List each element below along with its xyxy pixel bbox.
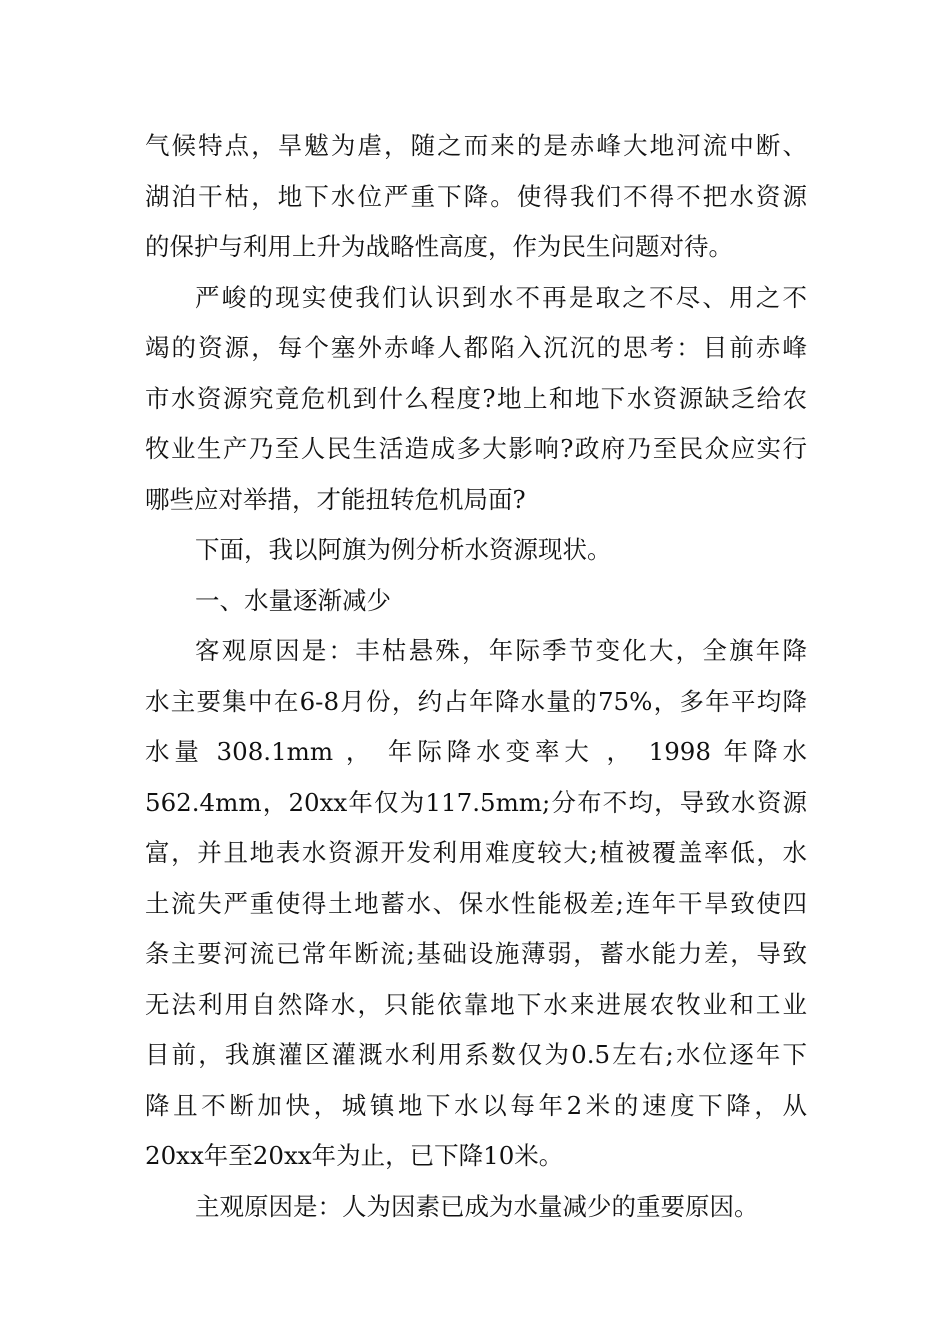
text-line: 竭的资源，每个塞外赤峰人都陷入沉沉的思考：目前赤峰 (145, 333, 807, 362)
text-line: 哪些应对举措，才能扭转危机局面? (145, 484, 526, 514)
text-line: 条主要河流已常年断流;基础设施薄弱，蓄水能力差，导致 (145, 939, 807, 968)
text-line: 562.4mm，20xx年仅为117.5mm;分布不均，导致水资源 (145, 787, 807, 817)
text-line: 降且不断加快，城镇地下水以每年2米的速度下降，从 (145, 1090, 807, 1120)
text-line: 市水资源究竟危机到什么程度?地上和地下水资源缺乏给农 (145, 383, 807, 413)
text-line: 气候特点，旱魃为虐，随之而来的是赤峰大地河流中断、 (145, 131, 807, 160)
text-line: 20xx年至20xx年为止，已下降10米。 (145, 1141, 564, 1170)
text-line: 下面，我以阿旗为例分析水资源现状。 (195, 535, 612, 564)
body-text (145, 121, 807, 1232)
text-line: 富，并且地表水资源开发利用难度较大;植被覆盖率低，水 (145, 838, 807, 867)
text-line: 的保护与利用上升为战略性高度，作为民生问题对待。 (145, 232, 733, 261)
text-line: 牧业生产乃至人民生活造成多大影响?政府乃至民众应实行 (145, 434, 807, 463)
text-line: 严峻的现实使我们认识到水不再是取之不尽、用之不 (195, 282, 807, 312)
text-line: 湖泊干枯，地下水位严重下降。使得我们不得不把水资源 (145, 181, 807, 211)
text-line: 目前，我旗灌区灌溉水利用系数仅为0.5左右;水位逐年下 (145, 1040, 807, 1069)
text-line: 主观原因是：人为因素已成为水量减少的重要原因。 (195, 1191, 759, 1221)
text-line: 客观原因是：丰枯悬殊，年际季节变化大，全旗年降 (195, 636, 807, 665)
text-line: 水量 308.1mm ， 年际降水变率大 ， 1998 年降水 (145, 737, 807, 766)
text-line: 土流失严重使得土地蓄水、保水性能极差;连年干旱致使四 (145, 888, 807, 918)
text-line: 水主要集中在6-8月份，约占年降水量的75%，多年平均降 (145, 686, 807, 716)
section-heading: 一、水量逐渐减少 (195, 585, 391, 615)
text-line: 无法利用自然降水，只能依靠地下水来进展农牧业和工业 (145, 989, 807, 1019)
